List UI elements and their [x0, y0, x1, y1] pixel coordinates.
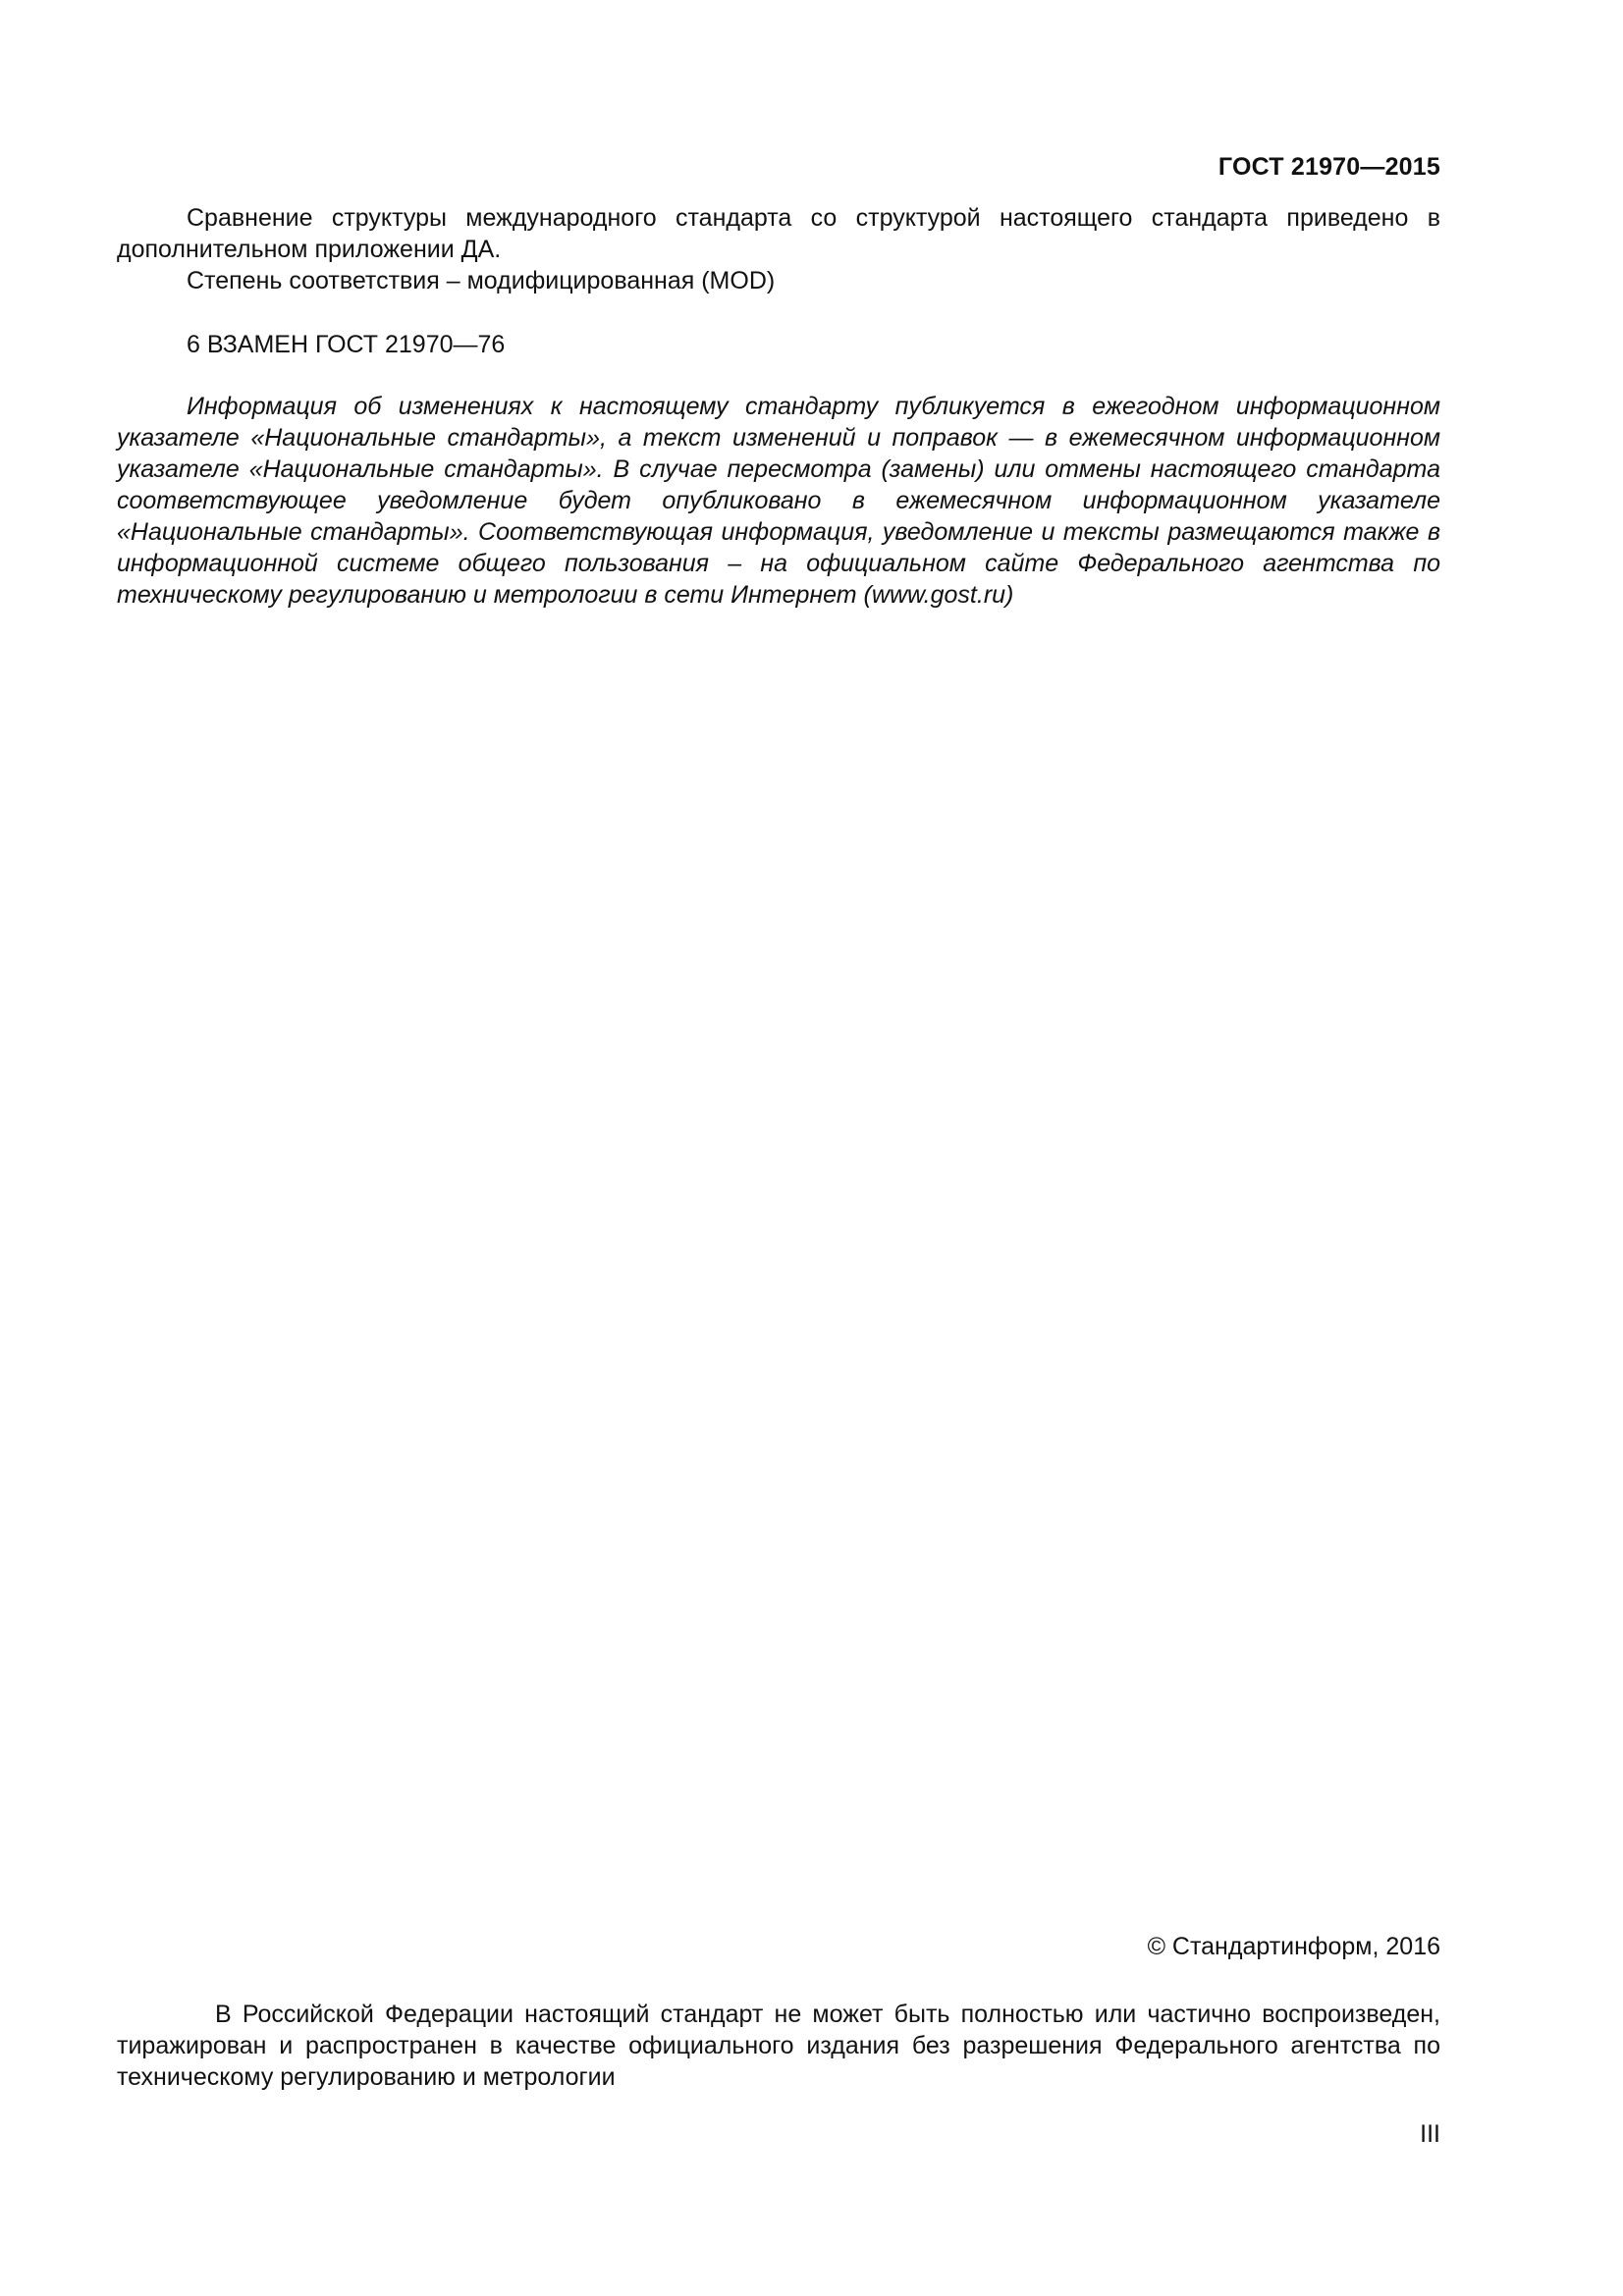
- replacement-section: [117, 329, 1440, 360]
- structure-comparison-paragraph: Сравнение структуры международного стандарта со структурой настоящего стандарта приведено в дополнительном приложении ДА.: [117, 204, 1440, 263]
- rights-section: [117, 1999, 1440, 2093]
- reproduction-rights-paragraph: В Российской Федерации настоящий стандарт не может быть полностью или частично воспроизведен, тиражирован и распространен в качестве официального издания без разрешения Федерального агентства по техническому регулированию и метрологии: [117, 2001, 1440, 2091]
- copyright-notice: © Стандартинформ, 2016: [1147, 1933, 1440, 1960]
- replaces-standard-paragraph: 6 ВЗАМЕН ГОСТ 21970—76: [187, 331, 506, 358]
- intro-section: [117, 202, 1440, 296]
- changes-info-paragraph: Информация об изменениях к настоящему стандарту публикуется в ежегодном информационном указателе «Национальные стандарты», а текст изменений и поправок — в ежемесячном информационном указателе «Национальные стандарты». В случае пересмотра (замены) или отмены настоящего стандарта соответствующее уведомление будет опубликовано в ежемесячном информационном указателе «Национальные стандарты». Соответствующая информация, уведомление и тексты размещаются также в информационной системе общего пользования – на официальном сайте Федерального агентства по техническому регулированию и метрологии в сети Интернет (www.gost.ru): [117, 393, 1440, 609]
- page-number: III: [1420, 2120, 1440, 2148]
- standard-code-header: ГОСТ 21970—2015: [1217, 153, 1440, 181]
- conformity-degree-paragraph: Степень соответствия – модифицированная (MOD): [187, 267, 776, 294]
- info-notice-section: [117, 391, 1440, 611]
